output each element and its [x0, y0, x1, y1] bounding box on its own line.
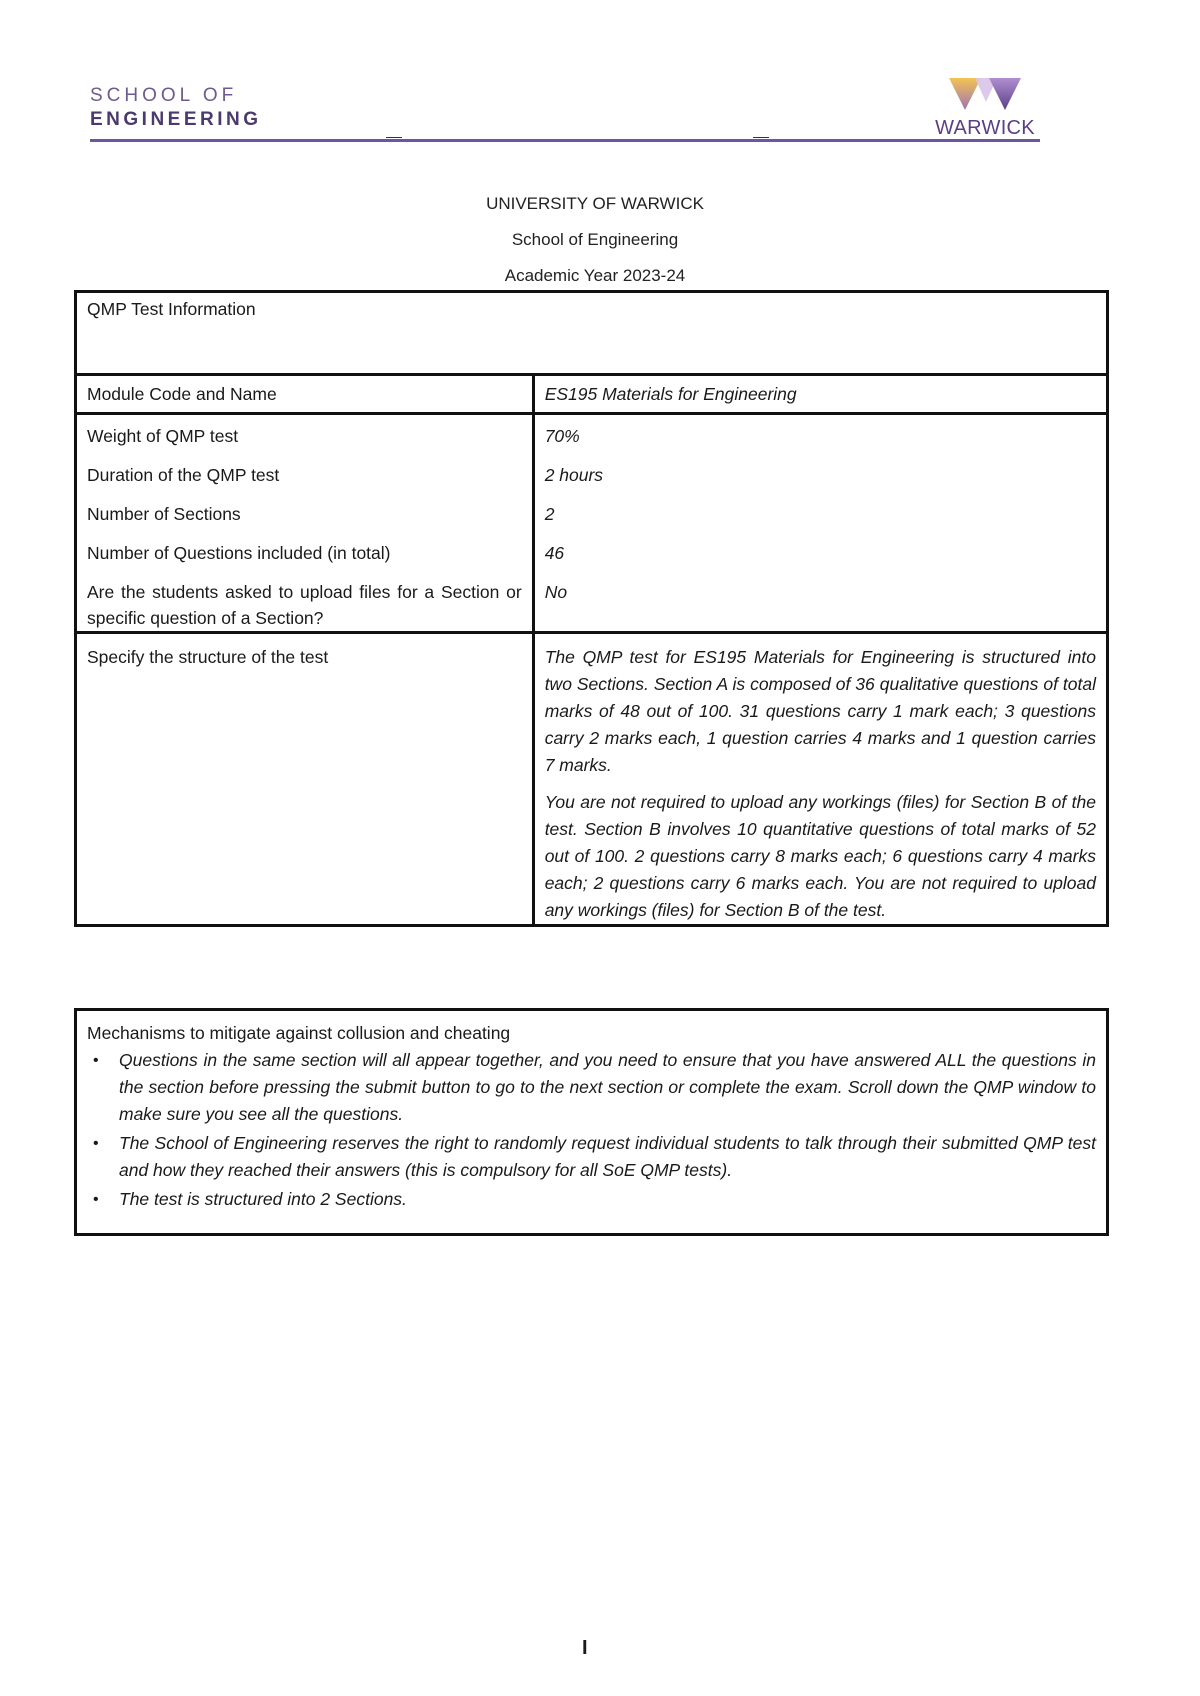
qmp-info-heading: QMP Test Information [76, 292, 1108, 375]
school-of-engineering-logo [90, 85, 262, 131]
field-label: Weight of QMP test [87, 426, 239, 446]
field-value: 2 hours [544, 465, 604, 485]
mechanisms-heading: Mechanisms to mitigate against collusion and cheating [87, 1023, 511, 1043]
field-value: No [544, 582, 568, 602]
field-label: Duration of the QMP test [87, 465, 280, 485]
qmp-info-table [74, 290, 1109, 927]
warwick-wordmark: WARWICK [935, 117, 1035, 139]
structure-paragraph: The QMP test for ES195 Materials for Engineering is structured into two Sections. Section A is composed of 36 qualitative questions of total marks of 48 out of 100. 31 questions carry 1 mark each; 3 questions carry 2 marks each, 1 question carries 4 marks and 1 question carries 7 marks. [544, 647, 1096, 775]
module-label: Module Code and Name [76, 375, 534, 414]
logo-line-2: ENGINEERING [90, 109, 262, 130]
school-title: School of Engineering [511, 230, 679, 249]
structure-value [533, 633, 1107, 926]
table-row [76, 633, 1108, 926]
module-value: ES195 Materials for Engineering [533, 375, 1107, 414]
warwick-logo [930, 76, 1040, 140]
header-divider [90, 139, 1040, 142]
field-label: Number of Questions included (in total) [87, 543, 391, 563]
document-titles [0, 193, 1190, 301]
page-header [90, 70, 1040, 150]
table-row [76, 414, 1108, 633]
list-item: • The School of Engineering reserves the right to randomly request individual students to talk through their submitted QMP test and how they reached their answers (this is compulsory for all SoE QMP tests). [119, 1130, 1096, 1184]
field-value: 70% [544, 426, 580, 446]
mechanisms-box [74, 1008, 1109, 1236]
academic-year: Academic Year 2023-24 [504, 266, 686, 285]
university-title: UNIVERSITY OF WARWICK [486, 194, 704, 213]
structure-paragraph: You are not required to upload any workings (files) for Section B of the test. Section B involves 10 quantitative questions of total marks of 52 out of 100. 2 questions carry 8 marks each; 6 questions carry 4 marks each; 2 questions carry 6 marks each. You are not required to upload any workings (files) for Section B of the test. [544, 792, 1096, 920]
field-label: Are the students asked to upload files for a Section or specific question of a Section? [87, 582, 522, 628]
field-label: Number of Sections [87, 504, 241, 524]
fields-values [533, 414, 1107, 633]
list-item: • The test is structured into 2 Sections. [119, 1186, 1096, 1213]
logo-line-1: SCHOOL OF [90, 85, 238, 106]
field-value: 2 [544, 504, 555, 524]
table-row [76, 292, 1108, 375]
page-number: I [582, 1637, 588, 1659]
mechanisms-list [87, 1047, 1096, 1213]
field-value: 46 [544, 543, 565, 563]
warwick-chevron-icon [945, 76, 1025, 114]
table-row [76, 375, 1108, 414]
structure-label: Specify the structure of the test [76, 633, 534, 926]
fields-labels [76, 414, 534, 633]
list-item: • Questions in the same section will all appear together, and you need to ensure that you have answered ALL the questions in the section before pressing the submit button to go to the next section or complete the exam. Scroll down the QMP window to make sure you see all the questions. [119, 1047, 1096, 1128]
